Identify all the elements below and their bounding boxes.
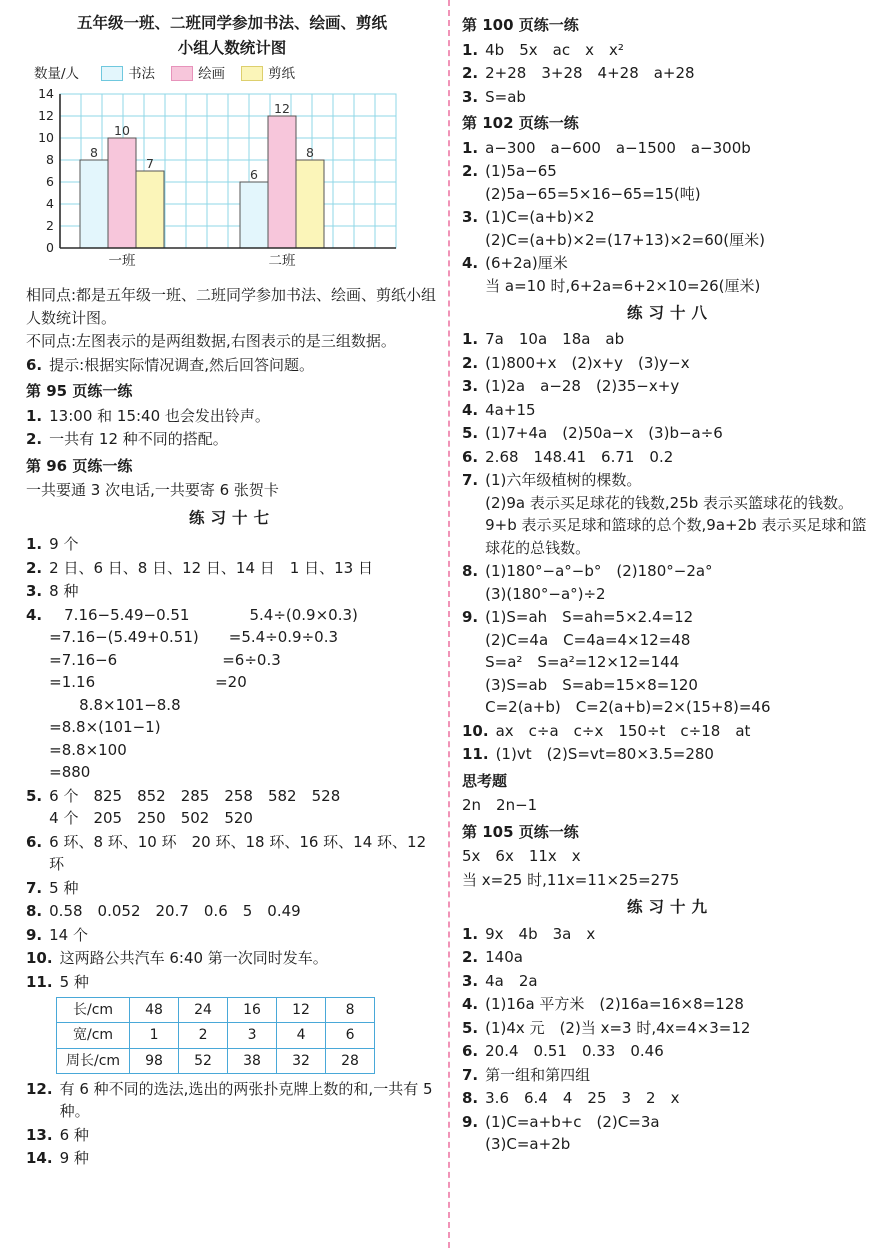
svg-text:10: 10 <box>114 122 130 138</box>
svg-text:0: 0 <box>46 239 54 255</box>
paragraph: 相同点:都是五年级一班、二班同学参加书法、绘画、剪纸小组人数统计图。 <box>26 286 437 327</box>
paragraph: 当 x=25 时,11x=11×25=275 <box>462 870 680 889</box>
answer-item <box>462 328 878 351</box>
answer-item <box>462 1111 878 1156</box>
item-text <box>485 160 878 205</box>
bar-chart <box>30 64 438 279</box>
item-text: S=ab <box>485 87 526 106</box>
svg-text:8: 8 <box>306 144 314 160</box>
item-line: =880 <box>49 763 91 781</box>
svg-text:8: 8 <box>46 151 54 167</box>
table-cell: 32 <box>277 1048 326 1073</box>
item-line: (2)C=4a C=4a=4×12=48 <box>485 630 691 649</box>
answer-item <box>462 743 878 766</box>
item-number: 5. <box>462 1018 479 1037</box>
item-text <box>485 560 878 605</box>
item-text: a−300 a−600 a−1500 a−300b <box>485 138 751 157</box>
item-text: 5 种 <box>59 972 89 991</box>
item-text: 5 种 <box>49 878 79 897</box>
item-number: 3. <box>462 87 479 106</box>
chart-plot <box>30 86 438 279</box>
item-number: 9. <box>462 1112 479 1131</box>
legend-label: 书法 <box>128 65 156 82</box>
section-heading: 第 95 页练一练 <box>26 382 133 401</box>
item-text: (1)2a a−28 (2)35−x+y <box>485 377 680 396</box>
item-number: 10. <box>462 721 489 740</box>
item-line: 当 a=10 时,6+2a=6+2×10=26(厘米) <box>485 276 761 295</box>
item-text <box>485 469 878 559</box>
item-text: 这两路公共汽车 6:40 第一次同时发车。 <box>59 949 328 967</box>
item-number: 11. <box>462 745 489 764</box>
item-line: 8.8×101−8.8 <box>49 695 181 714</box>
item-text: 一共有 12 种不同的搭配。 <box>49 430 228 449</box>
answer-item <box>26 924 438 947</box>
table-cell: 4 <box>277 1023 326 1048</box>
item-number: 1. <box>462 330 479 349</box>
chart-legend <box>34 64 438 84</box>
item-text: 4a 2a <box>485 971 538 990</box>
item-number: 2. <box>462 162 479 180</box>
item-number: 3. <box>26 582 43 600</box>
legend-item <box>241 64 295 84</box>
item-number: 1. <box>462 40 479 59</box>
item-number: 8. <box>462 562 479 581</box>
item-number: 11. <box>26 972 53 991</box>
answer-item <box>462 86 878 109</box>
table-cell: 28 <box>326 1048 375 1073</box>
item-text: 14 个 <box>49 925 88 944</box>
item-text: 2.68 148.41 6.71 0.2 <box>485 447 674 466</box>
item-text <box>485 206 878 251</box>
answer-item <box>462 39 878 62</box>
item-text <box>49 604 438 784</box>
answer-item <box>26 1124 438 1147</box>
item-text: 9x 4b 3a x <box>485 924 596 943</box>
item-number: 1. <box>26 535 43 553</box>
answer-item <box>26 831 438 876</box>
item-line: =8.8×100 <box>49 740 127 759</box>
item-text: 4b 5x ac x x² <box>485 40 624 59</box>
legend-label: 绘画 <box>198 65 226 82</box>
item-line: (3)S=ab S=ab=15×8=120 <box>485 675 698 694</box>
item-text: 0.58 0.052 20.7 0.6 5 0.49 <box>49 902 301 920</box>
answer-item <box>462 422 878 445</box>
item-text: 6 环、8 环、10 环 20 环、18 环、16 环、14 环、12 环 <box>49 832 427 873</box>
item-number: 8. <box>462 1089 479 1107</box>
item-number: 14. <box>26 1149 53 1168</box>
section-heading: 思考题 <box>462 771 508 790</box>
chart-title-line1: 五年级一班、二班同学参加书法、绘画、剪纸 <box>76 14 387 32</box>
item-number: 2. <box>26 558 43 577</box>
legend-item <box>101 64 155 84</box>
item-number: 4. <box>462 995 479 1013</box>
item-text: (1)800+x (2)x+y (3)y−x <box>485 353 690 372</box>
svg-text:6: 6 <box>46 173 54 189</box>
answer-item <box>26 557 438 580</box>
item-text: (1)vt (2)S=vt=80×3.5=280 <box>495 745 714 764</box>
table-row <box>57 998 375 1023</box>
item-number: 10. <box>26 949 53 967</box>
dimension-table <box>56 997 375 1074</box>
table-cell: 长/cm <box>57 998 130 1023</box>
chart-title-line2: 小组人数统计图 <box>177 39 287 58</box>
answer-item <box>462 923 878 946</box>
y-axis-unit-label: 数量/人 <box>34 65 80 82</box>
answer-item <box>26 428 438 451</box>
legend-swatch <box>101 66 123 81</box>
item-number: 3. <box>462 377 479 396</box>
item-number: 6. <box>462 1042 479 1060</box>
item-line: =7.16−(5.49+0.51) =5.4÷0.9÷0.3 <box>49 628 339 646</box>
item-text: 3.6 6.4 4 25 3 2 x <box>485 1089 680 1107</box>
item-text: 13:00 和 15:40 也会发出铃声。 <box>49 406 270 425</box>
table-cell: 48 <box>130 998 179 1023</box>
item-line: 7.16−5.49−0.51 5.4÷(0.9×0.3) <box>49 605 358 624</box>
item-number: 4. <box>462 400 479 419</box>
table-cell: 12 <box>277 998 326 1023</box>
item-number: 4. <box>26 605 43 624</box>
answer-item <box>26 1078 438 1123</box>
item-text: 8 种 <box>49 582 79 600</box>
right-answer-blocks <box>462 14 878 1156</box>
legend-swatch <box>171 66 193 81</box>
answer-item <box>462 62 878 85</box>
item-number: 7. <box>462 1065 479 1084</box>
answer-item <box>462 252 878 297</box>
svg-text:12: 12 <box>274 100 290 116</box>
item-number: 9. <box>462 608 479 627</box>
svg-text:4: 4 <box>46 195 54 211</box>
item-line: (2)9a 表示买足球花的钱数,25b 表示买篮球花的钱数。9+b 表示买足球和篮球的总个数,9a+2b 表示买足球和篮球花的总钱数。 <box>485 493 867 557</box>
item-text <box>49 785 438 830</box>
item-text: 提示:根据实际情况调查,然后回答问题。 <box>49 355 314 374</box>
item-text <box>485 252 878 297</box>
item-number: 2. <box>462 948 479 966</box>
item-number: 5. <box>26 786 43 805</box>
svg-text:二班: 二班 <box>268 252 296 269</box>
item-text: 有 6 种不同的选法,选出的两张扑克牌上数的和,一共有 5 种。 <box>59 1079 433 1121</box>
right-column <box>450 0 892 1248</box>
item-number: 9. <box>26 925 43 944</box>
table-cell: 1 <box>130 1023 179 1048</box>
item-number: 1. <box>462 924 479 943</box>
item-text: (1)7+4a (2)50a−x (3)b−a÷6 <box>485 424 723 443</box>
item-number: 3. <box>462 208 479 226</box>
item-number: 6. <box>462 447 479 466</box>
item-number: 1. <box>462 138 479 157</box>
item-number: 2. <box>26 430 43 449</box>
answer-item <box>462 1017 878 1040</box>
item-text: 第一组和第四组 <box>485 1065 591 1084</box>
item-number: 6. <box>26 832 43 851</box>
item-text: ax c÷a c÷x 150÷t c÷18 at <box>495 721 751 740</box>
item-line: =8.8×(101−1) <box>49 718 161 736</box>
item-text: (1)16a 平方米 (2)16a=16×8=128 <box>485 995 744 1013</box>
item-line: (3)C=a+2b <box>485 1135 571 1153</box>
answer-item <box>462 1064 878 1087</box>
answer-item <box>26 1147 438 1170</box>
answer-item <box>462 399 878 422</box>
paragraph: 2n 2n−1 <box>462 796 538 815</box>
svg-text:一班: 一班 <box>108 252 136 269</box>
item-text: 2 日、6 日、8 日、12 日、14 日 1 日、13 日 <box>49 558 373 577</box>
table-cell: 周长/cm <box>57 1048 130 1073</box>
table-cell: 8 <box>326 998 375 1023</box>
table-cell: 16 <box>228 998 277 1023</box>
item-number: 1. <box>26 406 43 425</box>
table-cell: 98 <box>130 1048 179 1073</box>
item-line: 6 个 825 852 285 258 582 528 <box>49 786 341 805</box>
item-number: 7. <box>462 471 479 490</box>
answer-item <box>462 946 878 969</box>
item-number: 8. <box>26 902 43 920</box>
item-number: 2. <box>462 64 479 82</box>
table-cell: 2 <box>179 1023 228 1048</box>
answer-item <box>26 580 438 603</box>
answer-item <box>26 604 438 784</box>
item-line: (1)180°−a°−b° (2)180°−2a° <box>485 562 713 581</box>
item-text <box>485 1111 878 1156</box>
item-number: 13. <box>26 1125 53 1144</box>
item-number: 3. <box>462 971 479 990</box>
item-line: (3)(180°−a°)÷2 <box>485 584 606 603</box>
exercise-heading: 练习十七 <box>188 508 275 527</box>
item-text: 4a+15 <box>485 400 536 419</box>
item-line: =7.16−6 =6÷0.3 <box>49 650 281 669</box>
answer-item <box>462 720 878 743</box>
item-line: (2)C=(a+b)×2=(17+13)×2=60(厘米) <box>485 230 766 249</box>
table-row <box>57 1023 375 1048</box>
svg-text:14: 14 <box>38 85 54 101</box>
exercise-heading: 练习十九 <box>626 898 713 917</box>
item-text <box>485 606 878 719</box>
item-line: =1.16 =20 <box>49 673 247 691</box>
item-line: C=2(a+b) C=2(a+b)=2×(15+8)=46 <box>485 698 771 717</box>
answer-item <box>26 947 438 970</box>
answer-item <box>462 160 878 205</box>
item-line: S=a² S=a²=12×12=144 <box>485 653 680 672</box>
section-heading: 第 96 页练一练 <box>26 456 133 475</box>
svg-text:12: 12 <box>38 107 54 123</box>
answer-item <box>26 900 438 923</box>
table-cell: 52 <box>179 1048 228 1073</box>
exercise-heading: 练习十八 <box>626 304 713 322</box>
answer-item <box>462 446 878 469</box>
answer-item <box>26 405 438 428</box>
item-text: (1)4x 元 (2)当 x=3 时,4x=4×3=12 <box>485 1018 751 1037</box>
item-text: 7a 10a 18a ab <box>485 330 625 349</box>
item-number: 2. <box>462 353 479 372</box>
item-text: 2+28 3+28 4+28 a+28 <box>485 64 695 82</box>
svg-text:2: 2 <box>46 217 54 233</box>
legend-item <box>171 64 225 84</box>
item-line: (1)5a−65 <box>485 162 557 180</box>
item-text: 6 种 <box>59 1125 89 1144</box>
section-heading: 第 102 页练一练 <box>462 114 579 132</box>
item-line: (1)C=a+b+c (2)C=3a <box>485 1112 660 1131</box>
item-text: 9 个 <box>49 535 79 553</box>
item-line: (1)S=ah S=ah=5×2.4=12 <box>485 608 694 627</box>
bar-chart-svg <box>30 86 402 272</box>
table-cell: 38 <box>228 1048 277 1073</box>
left-answer-blocks <box>26 284 438 1170</box>
table-cell: 3 <box>228 1023 277 1048</box>
table-cell: 宽/cm <box>57 1023 130 1048</box>
answer-item <box>26 877 438 900</box>
answer-item <box>462 560 878 605</box>
paragraph: 5x 6x 11x x <box>462 847 581 866</box>
answer-item <box>462 606 878 719</box>
item-number: 6. <box>26 355 43 374</box>
answer-item <box>462 970 878 993</box>
paragraph: 一共要通 3 次电话,一共要寄 6 张贺卡 <box>26 481 279 500</box>
legend-swatch <box>241 66 263 81</box>
item-line: 4 个 205 250 502 520 <box>49 809 253 827</box>
item-number: 7. <box>26 878 43 897</box>
svg-text:7: 7 <box>146 155 154 171</box>
item-number: 5. <box>462 424 479 443</box>
table-cell: 6 <box>326 1023 375 1048</box>
paragraph: 不同点:左图表示的是两组数据,右图表示的是三组数据。 <box>26 332 396 351</box>
answer-item <box>462 375 878 398</box>
item-line: (2)5a−65=5×16−65=15(吨) <box>485 184 701 203</box>
answer-item <box>26 971 438 994</box>
section-heading: 第 100 页练一练 <box>462 16 579 34</box>
svg-text:8: 8 <box>90 144 98 160</box>
item-line: (1)C=(a+b)×2 <box>485 208 595 226</box>
answer-item <box>26 785 438 830</box>
answer-item <box>26 354 438 377</box>
item-text: 9 种 <box>59 1149 89 1168</box>
answer-item <box>462 993 878 1016</box>
item-line: (1)六年级植树的棵数。 <box>485 471 642 490</box>
item-text: 140a <box>485 948 523 966</box>
svg-text:6: 6 <box>250 166 258 182</box>
answer-item <box>462 1040 878 1063</box>
answer-item <box>462 1087 878 1110</box>
answer-item <box>462 206 878 251</box>
answer-item <box>462 469 878 559</box>
table-cell: 24 <box>179 998 228 1023</box>
answer-item <box>26 533 438 556</box>
item-number: 12. <box>26 1079 53 1098</box>
item-number: 4. <box>462 254 479 272</box>
chart-area <box>26 64 438 279</box>
legend-label: 剪纸 <box>268 65 296 82</box>
svg-text:10: 10 <box>38 129 54 145</box>
answer-item <box>462 137 878 160</box>
table-row <box>57 1048 375 1073</box>
item-text: 20.4 0.51 0.33 0.46 <box>485 1042 664 1060</box>
answer-item <box>462 352 878 375</box>
item-line: (6+2a)厘米 <box>485 254 568 272</box>
section-heading: 第 105 页练一练 <box>462 822 579 841</box>
